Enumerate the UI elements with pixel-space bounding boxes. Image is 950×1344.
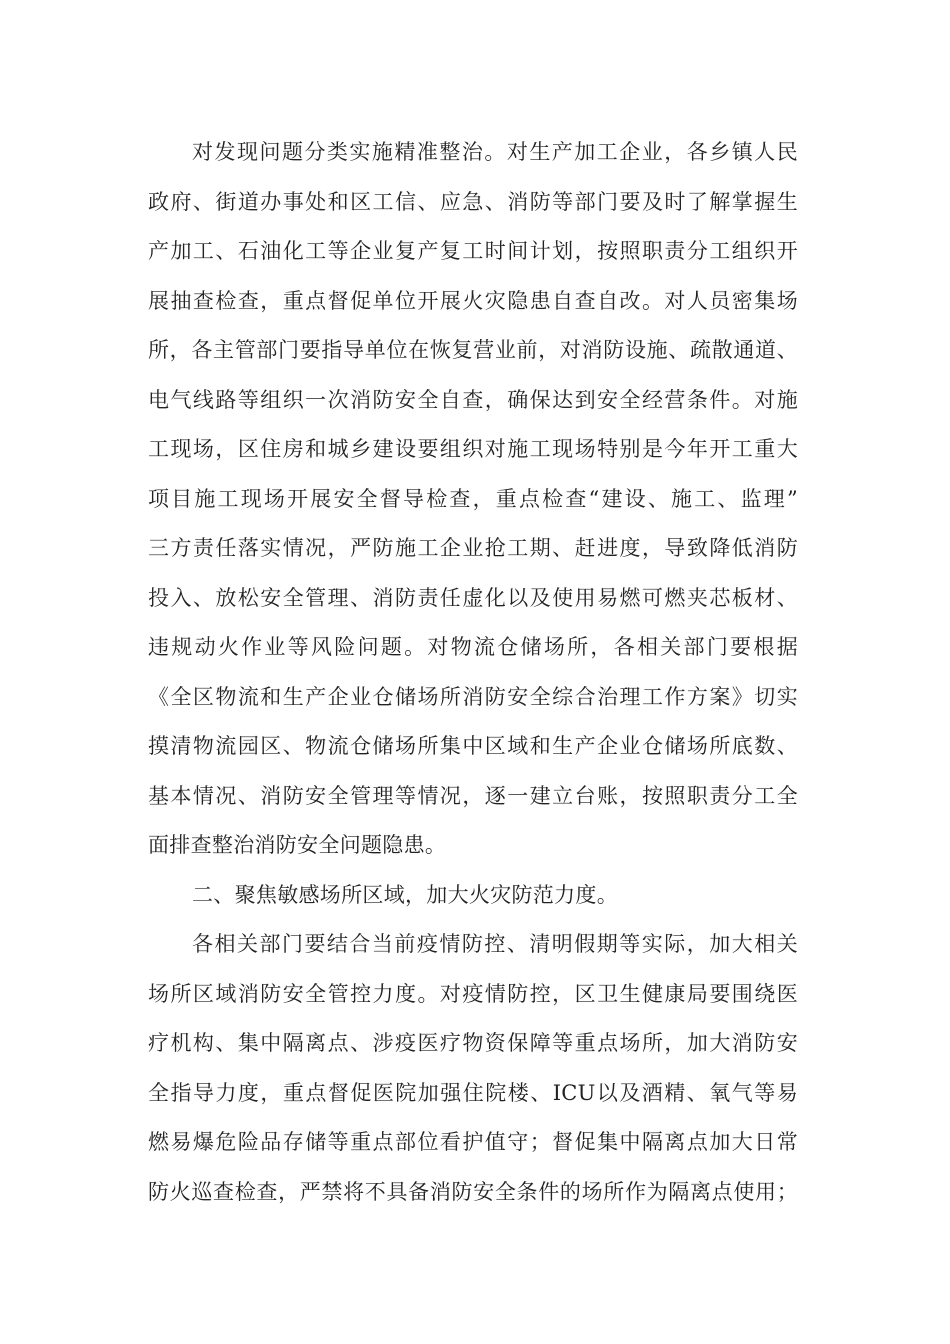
paragraph-line: 违规动火作业等风险问题。对物流仓储场所，各相关部门要根据 (148, 635, 798, 659)
paragraph-line: 面排查整治消防安全问题隐患。 (148, 833, 447, 857)
section-heading: 二、聚焦敏感场所区域，加大火灾防范力度。 (192, 882, 618, 907)
document-body (148, 128, 798, 1217)
paragraph-line: 各相关部门要结合当前疫情防控、清明假期等实际，加大相关 (192, 932, 798, 956)
paragraph-line: 展抽查检查，重点督促单位开展火灾隐患自查自改。对人员密集场 (148, 288, 798, 313)
paragraph-line: 电气线路等组织一次消防安全自查，确保达到安全经营条件。对施 (148, 387, 798, 412)
paragraph-line: 工现场，区住房和城乡建设要组织对施工现场特别是今年开工重大 (148, 437, 798, 461)
paragraph-line: 所，各主管部门要指导单位在恢复营业前，对消防设施、疏散通道、 (148, 338, 798, 362)
paragraph-line: 产加工、石油化工等企业复产复工时间计划，按照职责分工组织开 (148, 239, 798, 263)
paragraph-line: 疗机构、集中隔离点、涉疫医疗物资保障等重点场所，加大消防安 (148, 1031, 798, 1055)
paragraph-line: 投入、放松安全管理、消防责任虚化以及使用易燃可燃夹芯板材、 (148, 585, 798, 610)
paragraph-line: 摸清物流园区、物流仓储场所集中区域和生产企业仓储场所底数、 (148, 734, 798, 758)
paragraph-line: 政府、街道办事处和区工信、应急、消防等部门要及时了解掌握生 (148, 189, 798, 214)
paragraph-line: 场所区域消防安全管控力度。对疫情防控，区卫生健康局要围绕医 (148, 981, 798, 1006)
paragraph-line: 三方责任落实情况，严防施工企业抢工期、赶进度，导致降低消防 (148, 536, 798, 560)
paragraph-line: 燃易爆危险品存储等重点部位看护值守；督促集中隔离点加大日常 (148, 1130, 798, 1154)
paragraph-line: 全指导力度，重点督促医院加强住院楼、ICU以及酒精、氧气等易 (148, 1080, 798, 1105)
paragraph-line: 对发现问题分类实施精准整治。对生产加工企业，各乡镇人民 (192, 140, 798, 164)
paragraph-line: 防火巡查检查，严禁将不具备消防安全条件的场所作为隔离点使用； (148, 1179, 798, 1204)
paragraph-line: 《全区物流和生产企业仓储场所消防安全综合治理工作方案》切实 (148, 684, 798, 709)
paragraph-line: 项目施工现场开展安全督导检查，重点检查“建设、施工、监理” (148, 486, 798, 511)
paragraph-line: 基本情况、消防安全管理等情况，逐一建立台账，按照职责分工全 (148, 783, 798, 808)
